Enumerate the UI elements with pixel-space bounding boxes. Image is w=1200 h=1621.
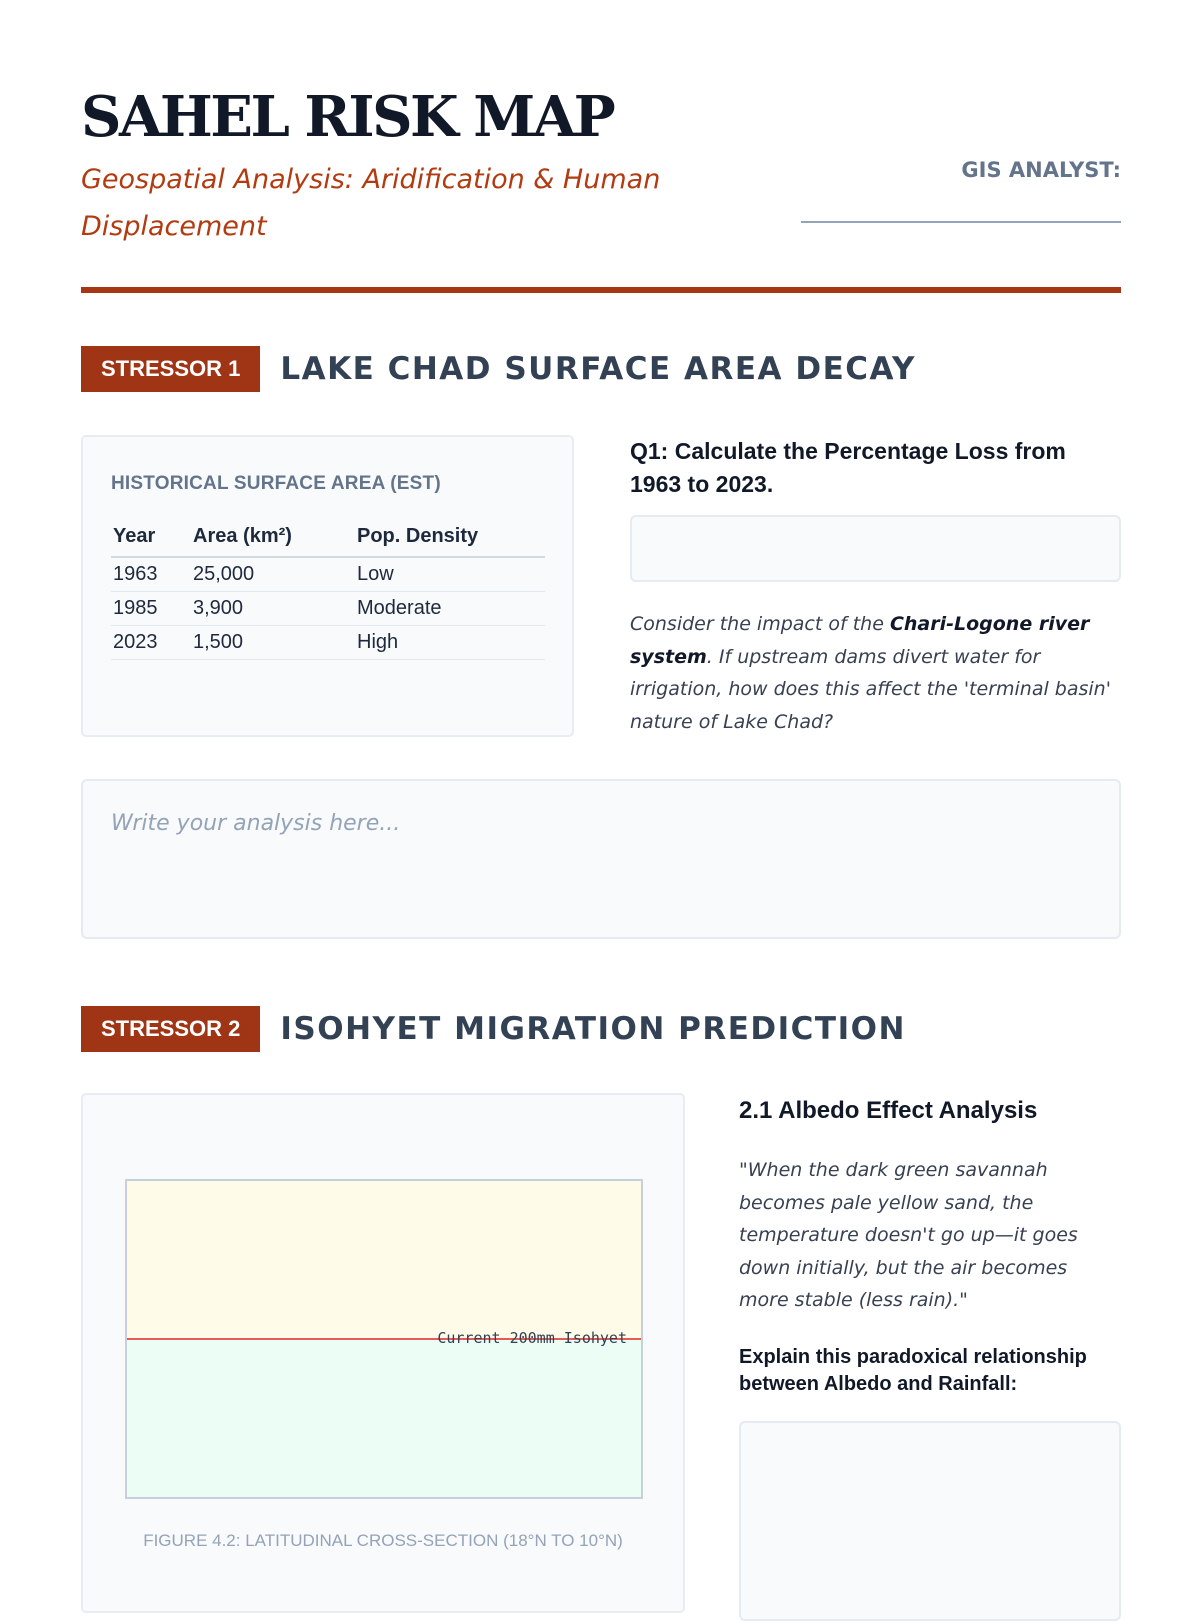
- prompt-text-emphasis: Chari-Logone river system: [630, 613, 1090, 668]
- gis-analyst-label: GIS ANALYST:: [961, 158, 1121, 182]
- cell-year: 1985: [111, 592, 191, 626]
- historical-area-label: HISTORICAL SURFACE AREA (EST): [111, 473, 441, 494]
- south-zone-region: [127, 1339, 641, 1497]
- albedo-quote: "When the dark green savannah becomes pale yellow sand, the temperature doesn't go up—it goes down initially, but the air becomes more stable (less rain).": [739, 1159, 1078, 1311]
- historical-area-table: [111, 525, 545, 660]
- cell-area: 25,000: [191, 557, 355, 592]
- header-divider: [81, 287, 1121, 293]
- cell-area: 3,900: [191, 592, 355, 626]
- question-1-answer-box[interactable]: [630, 515, 1121, 582]
- figure-caption: FIGURE 4.2: LATITUDINAL CROSS-SECTION (18°N TO 10°N): [143, 1531, 623, 1550]
- page-subtitle: Geospatial Analysis: Aridification & Human Displacement: [81, 164, 661, 242]
- table-row: [111, 557, 545, 592]
- gis-analyst-signature-line[interactable]: [801, 221, 1121, 223]
- stressor-2-badge: STRESSOR 2: [81, 1006, 260, 1052]
- north-zone-region: [127, 1181, 641, 1339]
- prompt-text-pre: Consider the impact of the: [630, 613, 890, 635]
- river-system-prompt: [630, 608, 1125, 738]
- albedo-answer-box[interactable]: [739, 1421, 1121, 1621]
- albedo-section-title: 2.1 Albedo Effect Analysis: [739, 1097, 1038, 1124]
- column-header-density: Pop. Density: [355, 525, 545, 557]
- stressor-2-header: [81, 1005, 906, 1053]
- stressor-2-title: ISOHYET MIGRATION PREDICTION: [280, 1011, 906, 1047]
- analysis-textarea[interactable]: [81, 779, 1121, 939]
- stressor-1-title: LAKE CHAD SURFACE AREA DECAY: [280, 351, 916, 387]
- analysis-area: [81, 779, 1121, 939]
- cell-year: 1963: [111, 557, 191, 592]
- historical-area-panel: [81, 435, 574, 737]
- column-header-year: Year: [111, 525, 191, 557]
- question-1: Q1: Calculate the Percentage Loss from 1963 to 2023.: [630, 438, 1066, 497]
- cell-year: 2023: [111, 626, 191, 660]
- cell-density: Low: [355, 557, 545, 592]
- cell-area: 1,500: [191, 626, 355, 660]
- page-title: SAHEL RISK MAP: [81, 84, 614, 150]
- prompt-text-post: . If upstream dams divert water for irrigation, how does this affect the 'terminal basin' nature of Lake Chad?: [630, 645, 1111, 733]
- cross-section-chart: [125, 1179, 643, 1499]
- albedo-question: Explain this paradoxical relationship between Albedo and Rainfall:: [739, 1346, 1087, 1395]
- table-row: [111, 592, 545, 626]
- table-header-row: [111, 525, 545, 557]
- isohyet-label: Current 200mm Isohyet: [437, 1329, 627, 1347]
- stressor-1-header: [81, 345, 916, 393]
- column-header-area: Area (km²): [191, 525, 355, 557]
- worksheet-page: [81, 0, 1121, 1600]
- stressor-1-badge: STRESSOR 1: [81, 346, 260, 392]
- figure-panel: [81, 1093, 685, 1613]
- cell-density: High: [355, 626, 545, 660]
- table-row: [111, 626, 545, 660]
- cell-density: Moderate: [355, 592, 545, 626]
